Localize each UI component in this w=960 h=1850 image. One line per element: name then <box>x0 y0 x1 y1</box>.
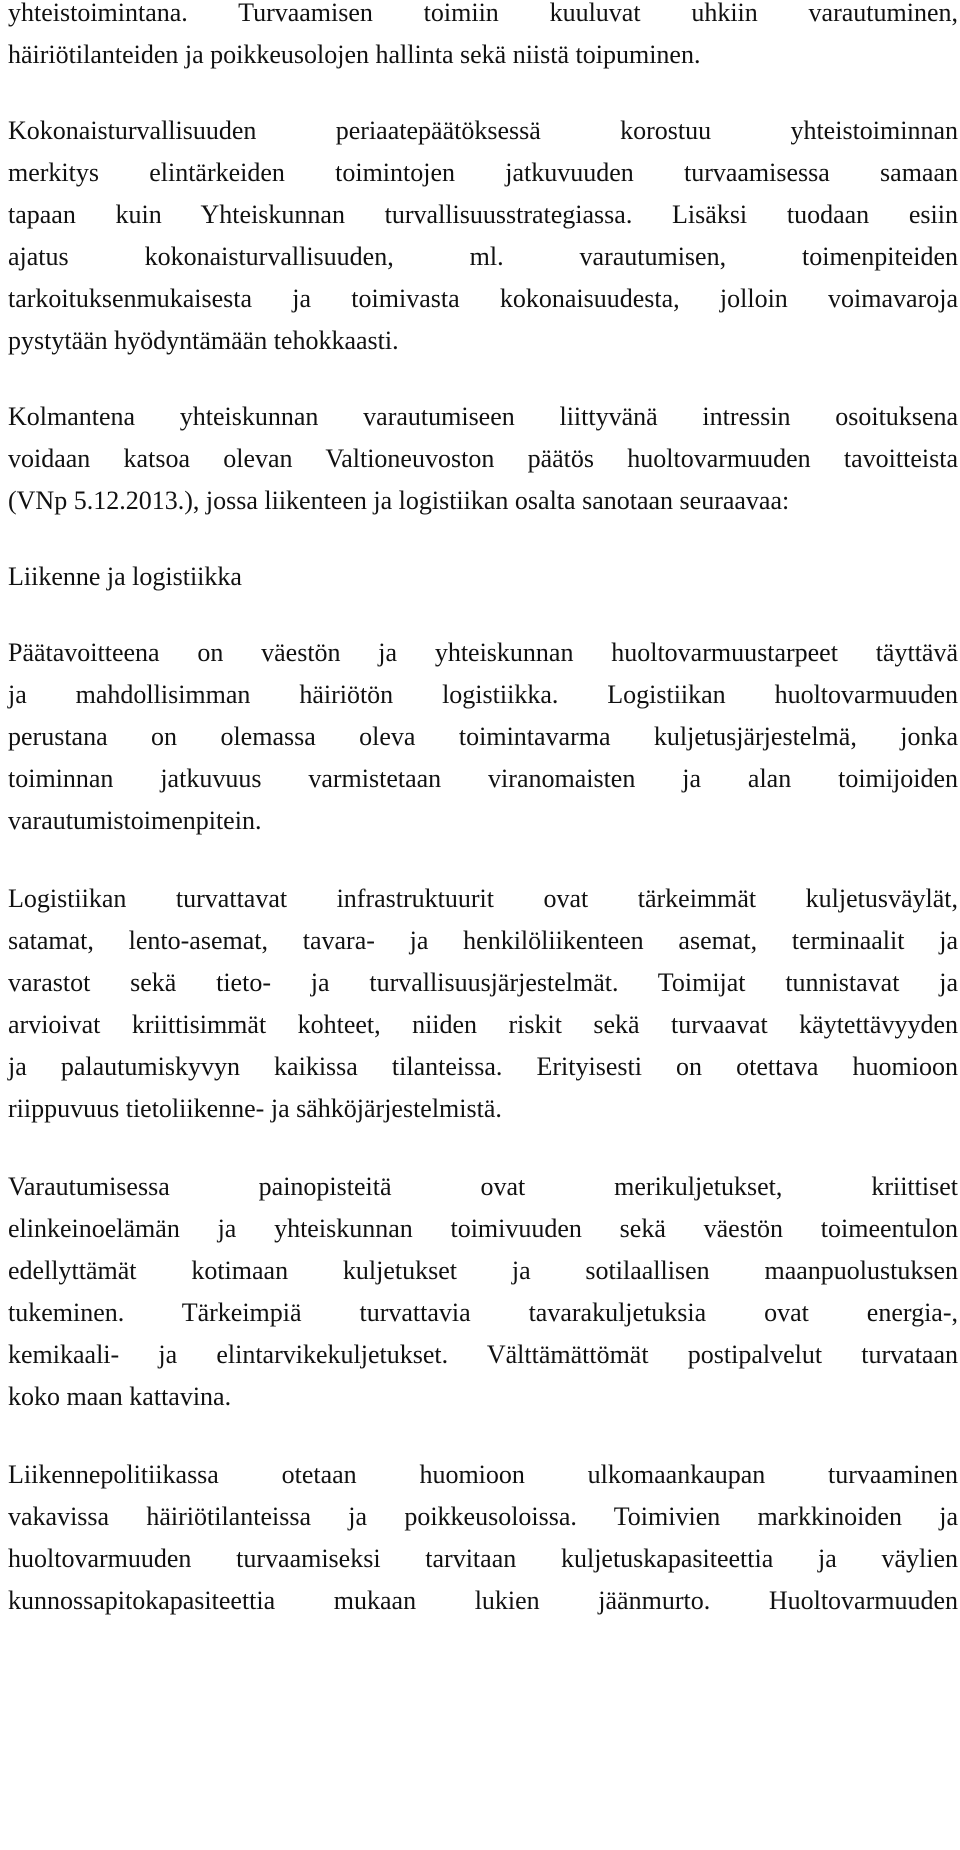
text-line: tarkoituksenmukaisesta ja toimivasta kokonaisuudesta, jolloin voimavaroja <box>8 284 958 313</box>
text-line: voidaan katsoa olevan Valtioneuvoston päätös huoltovarmuuden tavoitteista <box>8 444 958 473</box>
text-line: ja palautumiskyvyn kaikissa tilanteissa. Erityisesti on otettava huomioon <box>8 1052 958 1081</box>
text-line: häiriötilanteiden ja poikkeusolojen hallinta sekä niistä toipuminen. <box>8 40 701 69</box>
paragraph-gap <box>8 842 958 878</box>
paragraph-intro-continuation <box>8 0 958 76</box>
text-line: ajatus kokonaisturvallisuuden, ml. varautumisen, toimenpiteiden <box>8 242 958 271</box>
text-line: tapaan kuin Yhteiskunnan turvallisuusstrategiassa. Lisäksi tuodaan esiin <box>8 200 958 229</box>
text-line: ja mahdollisimman häiriötön logistiikka. Logistiikan huoltovarmuuden <box>8 680 958 709</box>
paragraph-gap <box>8 522 958 556</box>
text-line: Liikennepolitiikassa otetaan huomioon ulkomaankaupan turvaaminen <box>8 1460 958 1489</box>
text-line: tukeminen. Tärkeimpiä turvattavia tavarakuljetuksia ovat energia-, <box>8 1298 958 1327</box>
text-line: pystytään hyödyntämään tehokkaasti. <box>8 326 399 355</box>
text-line: toiminnan jatkuvuus varmistetaan viranomaisten ja alan toimijoiden <box>8 764 958 793</box>
text-line: Logistiikan turvattavat infrastruktuurit ovat tärkeimmät kuljetusväylät, <box>8 884 958 913</box>
text-line: (VNp 5.12.2013.), jossa liikenteen ja logistiikan osalta sanotaan seuraavaa: <box>8 486 790 515</box>
text-line: kemikaali- ja elintarvikekuljetukset. Välttämättömät postipalvelut turvataan <box>8 1340 958 1369</box>
text-line: perustana on olemassa oleva toimintavarma kuljetusjärjestelmä, jonka <box>8 722 958 751</box>
text-line: koko maan kattavina. <box>8 1382 232 1411</box>
text-line: Päätavoitteena on väestön ja yhteiskunnan huoltovarmuustarpeet täyttävä <box>8 638 958 667</box>
paragraph-infrastructure <box>8 878 958 1130</box>
text-line: yhteistoimintana. Turvaamisen toimiin kuuluvat uhkiin varautuminen, <box>8 0 958 27</box>
text-line: varastot sekä tieto- ja turvallisuusjärjestelmät. Toimijat tunnistavat ja <box>8 968 958 997</box>
text-line: arvioivat kriittisimmät kohteet, niiden riskit sekä turvaavat käytettävyyden <box>8 1010 958 1039</box>
text-line: elinkeinoelämän ja yhteiskunnan toimivuuden sekä väestön toimeentulon <box>8 1214 958 1243</box>
paragraph-gap <box>8 598 958 632</box>
text-line: satamat, lento-asemat, tavara- ja henkilöliikenteen asemat, terminaalit ja <box>8 926 958 955</box>
text-line: huoltovarmuuden turvaamiseksi tarvitaan kuljetuskapasiteettia ja väylien <box>8 1544 958 1573</box>
text-line: Kolmantena yhteiskunnan varautumiseen liittyvänä intressin osoituksena <box>8 402 958 431</box>
heading-text: Liikenne ja logistiikka <box>8 562 242 591</box>
paragraph-government-decision <box>8 396 958 522</box>
document-page <box>8 0 958 1622</box>
section-heading <box>8 556 958 598</box>
text-line: Kokonaisturvallisuuden periaatepäätöksessä korostuu yhteistoiminnan <box>8 116 958 145</box>
text-line: kunnossapitokapasiteettia mukaan lukien jäänmurto. Huoltovarmuuden <box>8 1586 958 1615</box>
text-line: edellyttämät kotimaan kuljetukset ja sotilaallisen maanpuolustuksen <box>8 1256 958 1285</box>
paragraph-gap <box>8 76 958 110</box>
paragraph-priorities <box>8 1166 958 1418</box>
paragraph-gap <box>8 1130 958 1166</box>
paragraph-transport-policy <box>8 1454 958 1622</box>
text-line: varautumistoimenpitein. <box>8 806 262 835</box>
paragraph-comprehensive-security <box>8 110 958 362</box>
text-line: vakavissa häiriötilanteissa ja poikkeusoloissa. Toimivien markkinoiden ja <box>8 1502 958 1531</box>
paragraph-main-goal <box>8 632 958 842</box>
paragraph-gap <box>8 1418 958 1454</box>
text-line: riippuvuus tietoliikenne- ja sähköjärjestelmistä. <box>8 1094 502 1123</box>
paragraph-gap <box>8 362 958 396</box>
text-line: merkitys elintärkeiden toimintojen jatkuvuuden turvaamisessa samaan <box>8 158 958 187</box>
text-line: Varautumisessa painopisteitä ovat merikuljetukset, kriittiset <box>8 1172 958 1201</box>
